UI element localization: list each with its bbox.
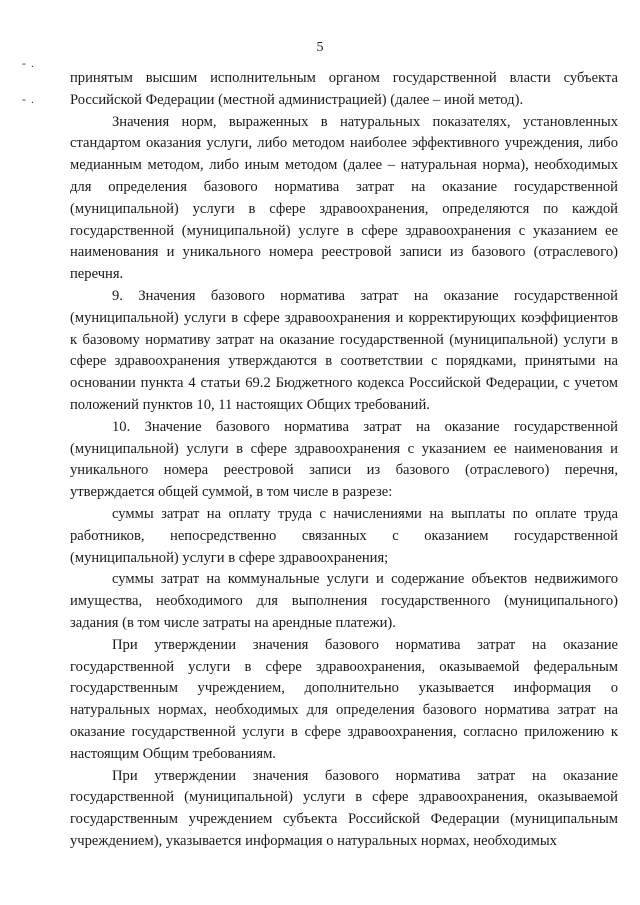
paragraph-labor-costs: суммы затрат на оплату труда с начислениями на выплаты по оплате труда работников, непосредственно связанных с оказанием государственной (муниципальной) услуги в сфере здравоохранения;	[70, 505, 618, 566]
paragraph-item-10: 10. Значение базового норматива затрат на оказание государственной (муниципальной) услуги в сфере здравоохранения с указанием ее наименования и уникального номера реестровой записи из базового (отраслевого) перечня, утверждается общей суммой, в том числе в разрезе:	[70, 418, 618, 501]
paragraph-utility-costs: суммы затрат на коммунальные услуги и содержание объектов недвижимого имущества, необходимого для выполнения государственного (муниципального) задания (в том числе затраты на арендные платежи).	[70, 571, 618, 631]
paragraph-item-9: 9. Значения базового норматива затрат на оказание государственной (муниципальной) услуги в сфере здравоохранения и корректирующих коэффициентов к базовому нормативу затрат на оказание государственной (муниципальной) услуги в сфере здравоохранения утверждаются в соответствии с порядками, принятыми на основании пункта 4 статьи 69.2 Бюджетного кодекса Российской Федерации, с учетом положений пунктов 10, 11 настоящих Общих требований.	[70, 287, 618, 413]
page-number: 5	[316, 40, 324, 55]
margin-mark: - .	[22, 56, 35, 70]
margin-mark: - .	[22, 92, 35, 106]
paragraph-continuation: принятым высшим исполнительным органом государственной власти субъекта Российской Федерации (местной администрацией) (далее – иной метод).	[70, 70, 618, 108]
paragraph-federal-institution: При утверждении значения базового норматива затрат на оказание государственной услуги в сфере здравоохранения, оказываемой федеральным государственным учреждением, дополнительно указывается информация о натуральных нормах, необходимых для определения базового норматива затрат на оказание государственной услуги в сфере здравоохранения, согласно приложению к настоящим Общим требованиям.	[70, 636, 618, 762]
paragraph-natural-norms: Значения норм, выраженных в натуральных показателях, установленных стандартом оказания услуги, либо методом наиболее эффективного учреждения, либо медианным методом, либо иным методом (далее – натуральная норма), необходимых для определения базового норматива затрат на оказание государственной (муниципальной) услуги в сфере здравоохранения, определяются по каждой государственной (муниципальной) услуге в сфере здравоохранения с указанием ее наименования и уникального номера реестровой записи из базового (отраслевого) перечня.	[70, 113, 618, 283]
document-body	[70, 68, 618, 853]
paragraph-regional-institution: При утверждении значения базового норматива затрат на оказание государственной (муниципальной) услуги в сфере здравоохранения, оказываемой государственным учреждением субъекта Российской Федерации (муниципальным учреждением), указывается информация о натуральных нормах, необходимых	[70, 767, 618, 849]
